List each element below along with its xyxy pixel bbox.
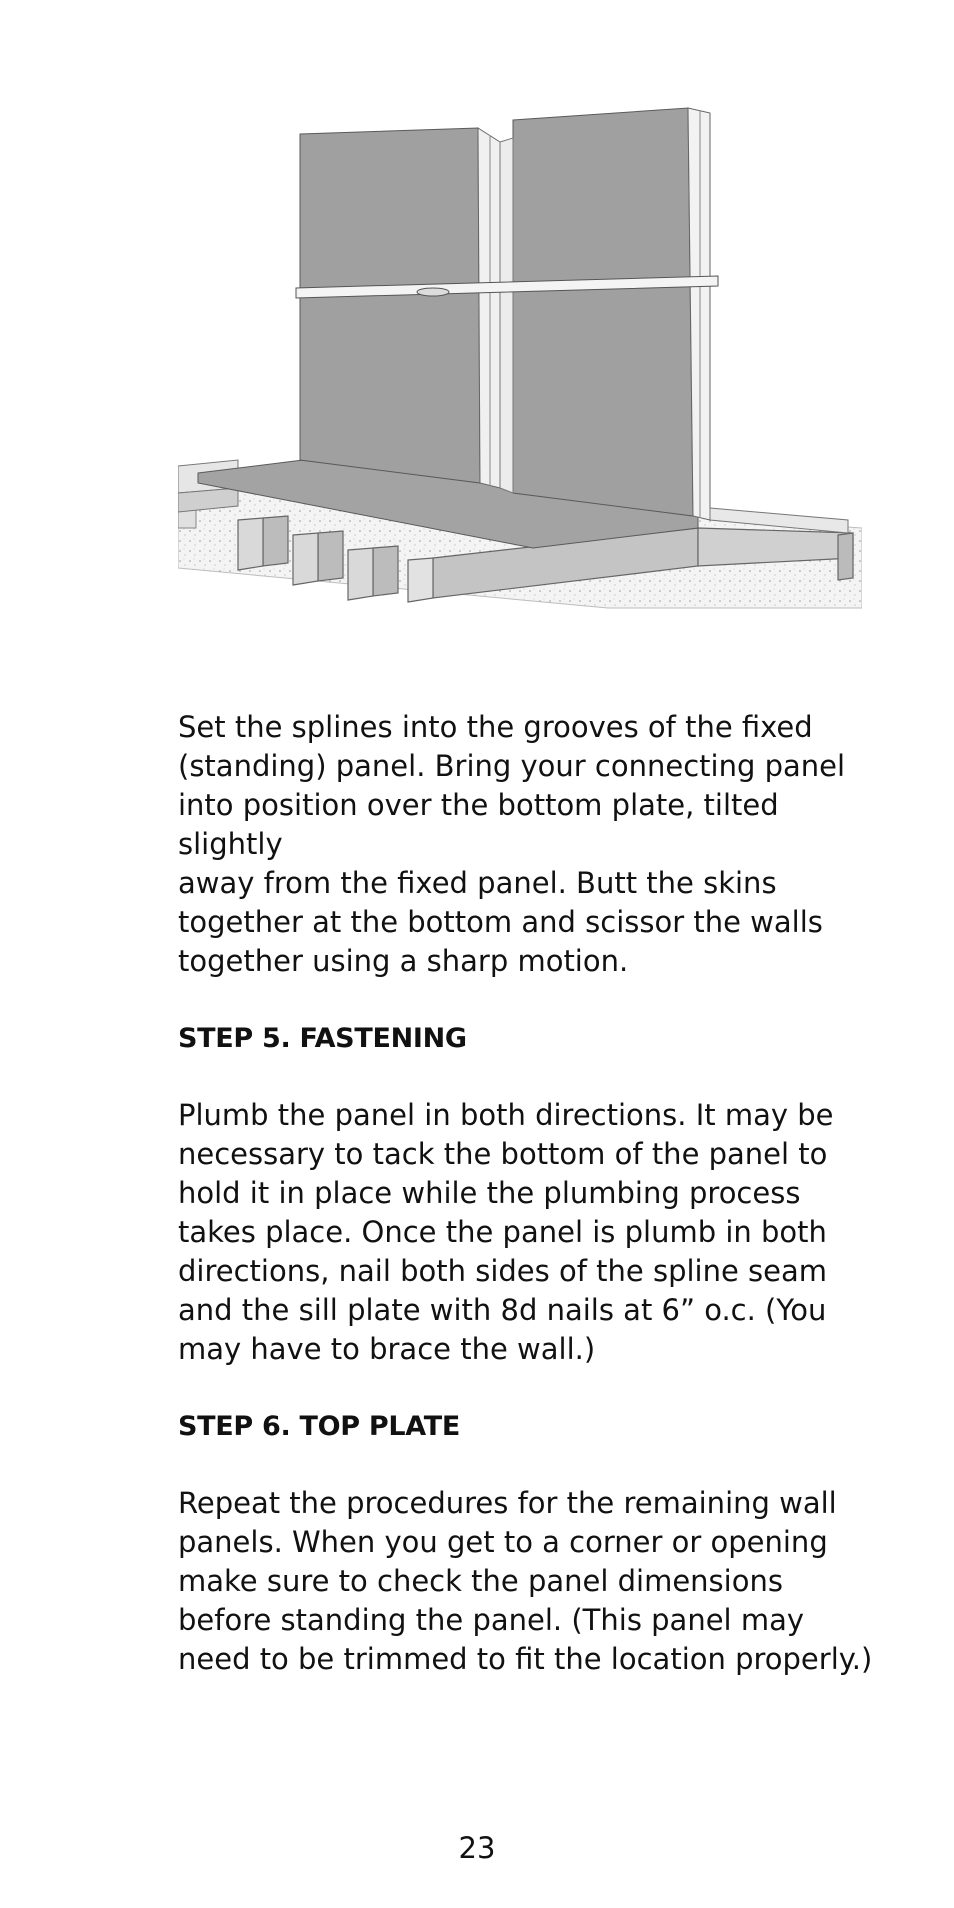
step5-heading: STEP 5. FASTENING	[178, 1023, 467, 1054]
connecting-panel	[500, 108, 710, 520]
page-number: 23	[458, 1831, 496, 1865]
wall-panel-illustration	[178, 88, 862, 612]
step6-body: Repeat the procedures for the remaining wall panels. When you get to a corner or opening make sure to check the panel dimensions before standing the panel. (This panel may need to be trimmed to fit the location properly.)	[178, 1486, 873, 1676]
instruction-text	[178, 708, 878, 1679]
step6-heading: STEP 6. TOP PLATE	[178, 1411, 461, 1442]
fixed-panel	[300, 128, 500, 488]
intro-paragraph: Set the splines into the grooves of the fixed (standing) panel. Bring your connecting panel into position over the bottom plate, tilted slightly away from the fixed panel. Butt the skins together at the bottom and scissor the walls together using a sharp motion.	[178, 710, 846, 978]
step5-body: Plumb the panel in both directions. It may be necessary to tack the bottom of the panel to hold it in place while the plumbing process takes place. Once the panel is plumb in both directions, nail both sides of the spline seam and the sill plate with 8d nails at 6” o.c. (You may have to brace the wall.)	[178, 1098, 834, 1366]
